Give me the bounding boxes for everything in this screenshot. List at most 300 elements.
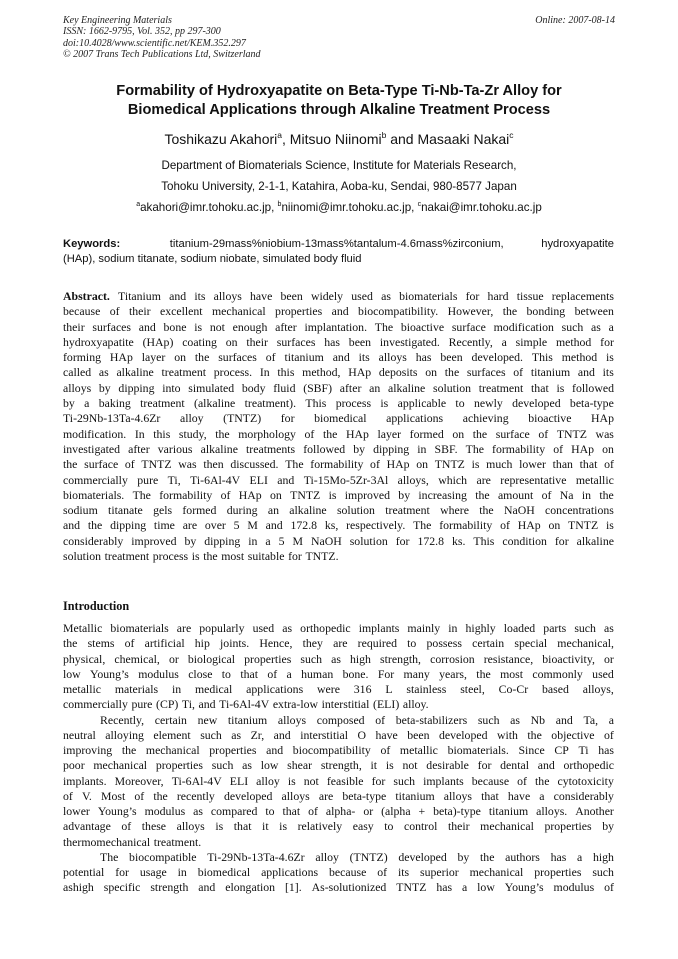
word: then [203, 457, 224, 472]
word: metallic [63, 682, 101, 696]
word: shear [287, 758, 313, 773]
word: are [182, 518, 198, 533]
word: medical [194, 682, 233, 696]
word: beta-stabilizers [395, 712, 468, 727]
paper-title [40, 82, 638, 120]
word: ELI [249, 472, 268, 487]
text-line [63, 682, 614, 697]
word: not [209, 319, 225, 334]
word: CP [554, 743, 569, 757]
word: titanium [284, 350, 324, 365]
word: authors [505, 849, 540, 864]
word: in [448, 621, 458, 635]
word: not [303, 773, 319, 788]
word: fluid [273, 380, 296, 395]
word: most [221, 549, 245, 564]
word: (alkaline [194, 396, 236, 411]
word: HAp [517, 518, 541, 533]
affiliation-address: Tohoku University, 2-1-1, Katahira, Aoba-ku, Sendai, 980-8577 Japan [161, 180, 517, 193]
word: physical, [63, 651, 106, 666]
word: or [168, 651, 179, 666]
word: alloys, [582, 682, 614, 696]
word: of [124, 457, 135, 472]
word: for [115, 865, 129, 879]
text-line [63, 396, 614, 411]
word: treatments [246, 441, 296, 456]
word: alloys [277, 712, 307, 727]
word: developed [223, 788, 273, 803]
text-line [63, 549, 614, 564]
word: special [514, 636, 548, 651]
word: applicable [397, 396, 447, 411]
word: alloys [213, 289, 242, 303]
word: hard [487, 289, 509, 303]
word: baking [98, 396, 131, 411]
word: solution [336, 503, 375, 518]
word: of [121, 819, 132, 834]
word: to [265, 804, 275, 818]
word: have [507, 788, 531, 803]
word: time [153, 518, 175, 533]
word: Na [559, 487, 574, 502]
word: treatment [104, 549, 150, 564]
word: alkaline [387, 380, 426, 395]
word: bone [163, 319, 187, 334]
word: of [370, 457, 380, 472]
word: interstitial [321, 697, 370, 712]
word: and [138, 319, 156, 334]
word: to [384, 819, 394, 834]
word: properties [534, 865, 582, 879]
word: alloys [443, 788, 472, 803]
word: neutral [63, 727, 96, 742]
word: the [194, 350, 210, 365]
word: such [393, 773, 416, 788]
word: popularly [199, 621, 245, 635]
word: alloys. [536, 804, 568, 818]
word: sodium [63, 503, 98, 518]
abstract-block [63, 289, 614, 564]
word: titanium [227, 712, 268, 727]
word: the [472, 426, 488, 441]
word: HAp [238, 487, 262, 502]
word: of [304, 426, 315, 441]
word: element [153, 727, 191, 742]
word: dipping [110, 518, 147, 533]
word: newly [473, 396, 503, 411]
word: a [286, 666, 292, 681]
word: Titanium [118, 289, 161, 303]
word: considerably [63, 533, 124, 548]
word: The [465, 441, 484, 456]
word: body [241, 380, 266, 395]
word: developed [398, 849, 447, 864]
word: NaOH [310, 533, 342, 548]
word: representative [500, 472, 567, 487]
word: a [608, 319, 614, 334]
word: alloys [378, 350, 407, 365]
word: The [132, 487, 151, 502]
word: widely [310, 289, 344, 303]
word: for [465, 289, 480, 303]
word: respectively. [346, 518, 406, 533]
word: method [555, 334, 592, 349]
word: HAp [386, 457, 410, 472]
word: implantation. [304, 319, 368, 334]
email-link[interactable]: nakai@imr.tohoku.ac.jp [421, 201, 542, 214]
word: layer [141, 350, 166, 365]
word: Recently, [448, 334, 493, 349]
word: Ti [578, 743, 589, 757]
word: This [473, 533, 495, 548]
word: and [332, 350, 350, 365]
word: possess [426, 636, 462, 651]
word: lower [519, 457, 546, 472]
text-line [63, 534, 614, 549]
word: for [288, 549, 302, 564]
word: solution [63, 549, 102, 564]
email-link[interactable]: niinomi@imr.tohoku.ac.jp, [281, 201, 418, 214]
word: it [370, 758, 378, 773]
word: investigated. [379, 334, 440, 349]
title-line: Formability of Hydroxyapatite on Beta-Type Ti-Nb-Ta-Zr Alloy for [116, 83, 562, 99]
word: developed [512, 396, 561, 411]
word: been [440, 350, 463, 365]
word: used [592, 666, 614, 681]
word: and [577, 365, 595, 380]
word: mainly [407, 621, 441, 635]
word: treatment [478, 380, 524, 395]
word: ashigh [63, 880, 94, 895]
word: As-solutionized [311, 880, 387, 895]
word: This [305, 396, 327, 411]
word: properties [155, 758, 204, 773]
text-line [63, 789, 614, 804]
text-line [63, 697, 614, 712]
word: properties [275, 304, 323, 319]
word: and [198, 697, 216, 712]
word: formability [492, 441, 546, 456]
word: on [425, 365, 438, 380]
word: as [604, 621, 614, 635]
journal-copyright: © 2007 Trans Tech Publications Ltd, Switzerland [63, 48, 261, 60]
word: is [605, 518, 614, 533]
word: that [240, 666, 259, 681]
word: easy [352, 819, 374, 834]
text-line [63, 636, 614, 651]
word: certain [472, 636, 505, 651]
word: in [581, 487, 592, 502]
word: treatment [161, 365, 207, 380]
word: In [134, 426, 145, 441]
text-line [63, 503, 614, 518]
text-line [63, 621, 614, 636]
word: close [188, 666, 213, 681]
word: and [537, 758, 555, 773]
text-line [63, 473, 614, 488]
email-mark: c [417, 201, 422, 208]
word: loaded [503, 621, 536, 635]
word: advantage [63, 819, 111, 834]
word: titanium [530, 365, 571, 380]
word: used [252, 621, 275, 635]
word: solution [349, 533, 388, 548]
word: as [242, 758, 252, 773]
word: and [63, 518, 81, 533]
word: of [267, 666, 278, 681]
word: The [374, 319, 394, 334]
author-name: , Mitsuo Niinomi [282, 131, 382, 147]
word: as [193, 804, 203, 818]
text-line [63, 289, 614, 304]
text-line [63, 743, 614, 758]
word: method [561, 350, 598, 365]
word: deposits [378, 365, 418, 380]
word: a [608, 712, 614, 727]
word: and [273, 727, 291, 742]
word: investigated [63, 441, 121, 456]
word: Ti-15Mo-5Zr-3Al [303, 472, 389, 487]
word: as [282, 621, 293, 635]
word: surface [451, 319, 486, 334]
author-list [40, 130, 638, 148]
word: a [577, 849, 583, 864]
word: used [351, 289, 373, 303]
word: formed [182, 503, 217, 518]
word: Co-Cr [498, 682, 529, 696]
word: (TNTZ) [349, 849, 388, 864]
word: certain [154, 712, 187, 727]
word: steel, [460, 682, 485, 696]
word: feasible [326, 773, 364, 788]
word: between [574, 304, 614, 319]
word: For [377, 666, 395, 681]
word: during [226, 503, 258, 518]
word: is [380, 396, 389, 411]
author-affiliation-mark: b [381, 130, 387, 140]
word: alloys [63, 380, 92, 395]
word: such [477, 712, 500, 727]
word: most [500, 666, 524, 681]
word: because [328, 865, 367, 879]
word: commonly [532, 666, 583, 681]
word: are [333, 636, 348, 651]
word: stems [87, 636, 115, 651]
word: into [162, 380, 181, 395]
word: as [510, 712, 520, 727]
word: and [266, 743, 284, 757]
keywords-line: (HAp), sodium titanate, sodium niobate, simulated body fluid [63, 252, 362, 265]
word: of [220, 487, 231, 502]
word: compared [210, 804, 258, 818]
word: O [357, 727, 367, 742]
word: of [541, 487, 552, 502]
word: their [63, 319, 85, 334]
word: L [385, 682, 393, 696]
word: properties [209, 743, 257, 757]
word: followed [303, 441, 346, 456]
word: modulus [553, 880, 595, 895]
word: biomedical [197, 865, 251, 879]
word: is [194, 319, 203, 334]
word: NaOH [503, 503, 535, 518]
text-line [63, 713, 614, 728]
word: an [369, 380, 381, 395]
word: formability [310, 457, 364, 472]
word: on [452, 426, 465, 441]
word: to [221, 666, 231, 681]
word: and [265, 518, 283, 533]
word: + [418, 804, 426, 818]
word: discussed. [230, 457, 279, 472]
word: low [260, 758, 279, 773]
word: commercially [63, 697, 128, 712]
word: the [480, 849, 495, 864]
text-line [63, 835, 614, 850]
word: surface [495, 426, 530, 441]
journal-name: Key Engineering Materials [63, 15, 172, 26]
word: TNTZ [290, 487, 321, 502]
word: modulus [138, 666, 179, 681]
word: were [317, 682, 340, 696]
word: an [267, 503, 279, 518]
word: such [300, 651, 322, 666]
word: 5 [233, 518, 240, 533]
word: the [475, 487, 490, 502]
word: beta-type [569, 396, 614, 411]
word: of [375, 712, 386, 727]
word: mechanical [145, 743, 200, 757]
word: by [184, 533, 197, 548]
word: biocompatibility. [358, 304, 439, 319]
text-line [63, 427, 614, 442]
word: pure [137, 472, 159, 487]
email-mark: b [277, 201, 282, 208]
word: The [100, 849, 119, 864]
word: that [481, 788, 499, 803]
word: chemical, [114, 651, 160, 666]
word: after [275, 319, 297, 334]
email-link[interactable]: akahori@imr.tohoku.ac.jp, [140, 201, 278, 214]
word: the [476, 666, 491, 681]
word: metallic [399, 743, 438, 757]
word: their [246, 334, 268, 349]
word: in [177, 865, 187, 879]
word: pure [131, 697, 153, 712]
word: on [602, 441, 614, 456]
word: has [324, 334, 340, 349]
word: required [357, 636, 397, 651]
word: objective [551, 727, 595, 742]
word: by [457, 849, 470, 864]
word: are [318, 788, 334, 803]
word: which [438, 472, 468, 487]
word: surface [84, 457, 119, 472]
word: its [397, 865, 410, 879]
word: solution [433, 380, 472, 395]
word: biomaterials. [63, 487, 125, 502]
word: followed [572, 380, 614, 395]
word: biomedical [314, 411, 367, 426]
word: Since [518, 743, 545, 757]
word: commercially [63, 472, 128, 487]
word: amount [497, 487, 534, 502]
word: The [413, 518, 432, 533]
word: ks. [451, 533, 466, 548]
word: of [134, 788, 145, 803]
text-line [63, 758, 614, 773]
word: TNTZ [141, 457, 172, 472]
word: HAp [345, 426, 369, 441]
word: treatment). [244, 396, 297, 411]
word: and [331, 304, 349, 319]
word: much [486, 457, 513, 472]
word: the [87, 518, 103, 533]
abstract-label: Abstract. [63, 289, 110, 303]
word: potential [63, 865, 105, 879]
word: (TNTZ) [223, 411, 262, 426]
word: high [349, 651, 371, 666]
word: high [592, 849, 614, 864]
word: treatment. [153, 834, 202, 849]
text-line [63, 411, 614, 426]
word: such [200, 727, 222, 742]
word: as [98, 365, 109, 380]
word: control [404, 819, 438, 834]
word: alkaline [289, 503, 327, 518]
word: specific [103, 880, 141, 895]
word: a [501, 334, 507, 349]
word: developed. [471, 350, 523, 365]
word: bone. [342, 666, 369, 681]
word: called [63, 365, 92, 380]
word: this [277, 365, 295, 380]
word: was [178, 457, 197, 472]
word: orthopedic [300, 621, 351, 635]
word: suitable [247, 549, 285, 564]
word: dipping [118, 380, 155, 395]
word: improved [131, 533, 177, 548]
text-line [63, 457, 614, 472]
word: of [538, 426, 549, 441]
text-line [63, 335, 614, 350]
word: formability [159, 487, 213, 502]
word: Ti-6Al-4V [190, 472, 241, 487]
word: of [265, 350, 276, 365]
word: is [328, 487, 337, 502]
word: the [215, 426, 230, 441]
word: the [121, 743, 137, 757]
word: has [598, 743, 614, 757]
word: as [231, 727, 242, 742]
word: hydroxyapatite [63, 334, 134, 349]
word: of [513, 365, 524, 380]
word: and [198, 880, 216, 895]
word: after [339, 380, 362, 395]
word: mechanical [211, 304, 266, 319]
keywords-line [63, 237, 614, 252]
word: Another [575, 804, 614, 818]
word: However, [447, 304, 494, 319]
word: elongation [225, 880, 276, 895]
word: hip [194, 636, 210, 651]
word: HAp [571, 441, 595, 456]
word: for [280, 411, 295, 426]
word: replacements [551, 289, 614, 303]
text-line [63, 850, 614, 865]
word: alpha- [325, 804, 356, 818]
text-line [63, 350, 614, 365]
